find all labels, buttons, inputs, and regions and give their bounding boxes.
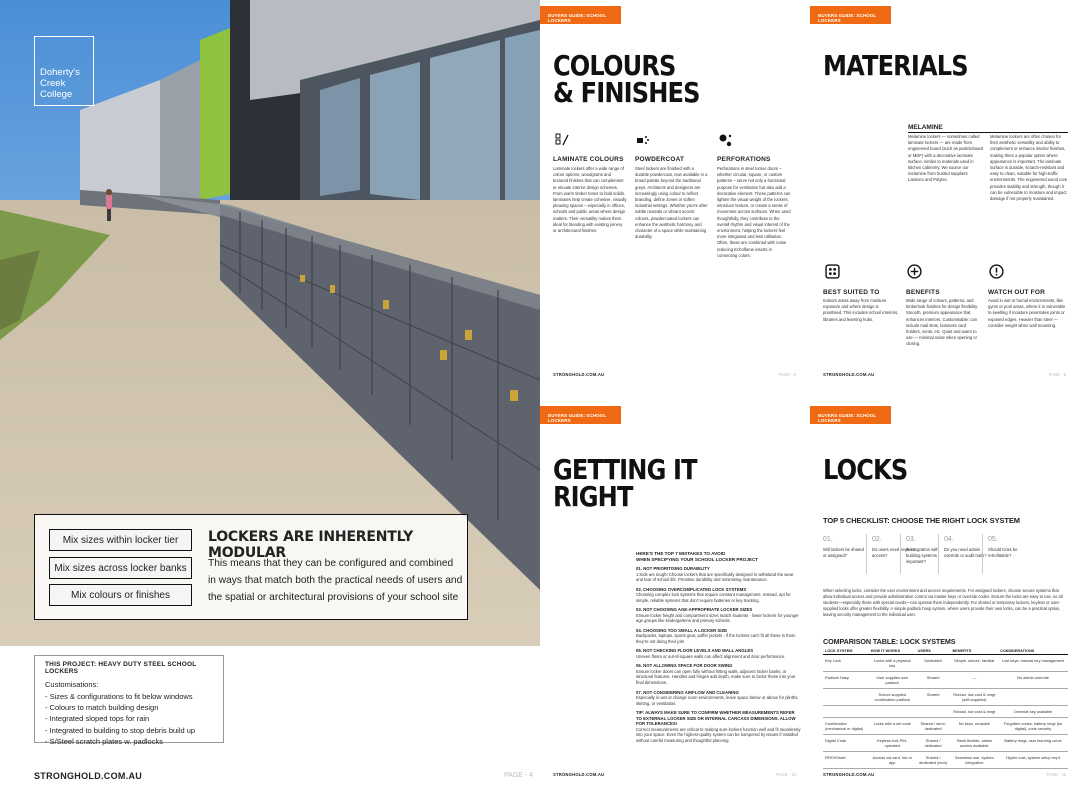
logo-line: Creek (40, 78, 66, 89)
page-number: PAGE - 8 (778, 372, 796, 377)
table-cell: Digital Code (823, 735, 869, 752)
table-cell: Higher cost, system setup req'd (998, 752, 1068, 769)
footer-website[interactable]: STRONGHOLD.COM.AU (823, 772, 875, 777)
table-row (823, 655, 1068, 672)
project-item: - Colours to match building design (45, 703, 159, 713)
table-cell (998, 689, 1068, 706)
mistake-text: Uneven floors or out-of-square walls can affect alignment and door performance. (636, 653, 786, 659)
page-number: PAGE - 10 (776, 772, 796, 777)
table-cell: Shared (916, 689, 951, 706)
section-tab: BUYERS GUIDE: SCHOOL LOCKERS (540, 406, 621, 424)
page-locks (810, 400, 1080, 800)
table-cell (823, 706, 869, 718)
project-item: - Sizes & configurations to fit below windows (45, 692, 193, 701)
page-title (553, 49, 700, 109)
checklist-question: Do users need keyless access? (872, 547, 915, 558)
table-cell: Shared (916, 672, 951, 689)
modular-text: This means that they can be configured and combined in ways that match both the practical needs of users and the spatial or architectural provisions of your school site (208, 558, 463, 603)
perforations-heading: PERFORATIONS (717, 156, 771, 163)
checklist-question: Do you need admin override or audit trails? (944, 547, 987, 558)
table-header-cell: USERS (916, 648, 951, 655)
intro-line: HERE'S THE TOP 7 MISTAKES TO AVOID (636, 551, 726, 556)
table-cell: User supplies own padlock (869, 672, 916, 689)
grid-icon (825, 264, 840, 279)
mistake-text: Backpacks, laptops, sports gear, puffer jackets - if the lockers can't fit all these in them they're not doing their job! (636, 633, 796, 645)
mix-sizes-tier-button: Mix sizes within locker tier (49, 529, 192, 551)
checklist-number: 01. (823, 536, 833, 543)
project-item: - Integrated to building to stop debris build up (45, 725, 196, 735)
table-cell: No admin override (998, 672, 1068, 689)
checklist-number: 02. (872, 536, 882, 543)
page-title: MATERIALS (823, 49, 968, 82)
mix-sizes-banks-button: Mix sizes across locker banks (49, 557, 192, 579)
mistake-heading: 01. NOT PRIORITISING DURABILITY (636, 566, 710, 571)
melamine-text-b: Melamine lockers are often chosen for their aesthetic versatility and ability to complement or enhance interior finishes, making them a popular option where appearance is important. The laminate surface is durable, scratch-resistant and easy to clean, suitable for high-traffic environments. The engineered wood core provides stability and strength, though it can be vulnerable to moisture and impact damage if not properly maintained. (990, 134, 1068, 202)
table-cell: Locks with a physical key (869, 655, 916, 672)
perforation-icon (718, 133, 732, 147)
table-cell: Keyless lock PIN-operated (869, 735, 916, 752)
table-row (823, 672, 1068, 689)
table-header-cell: BENEFITS (951, 648, 999, 655)
mistake-heading: 05. NOT CHECKING FLOOR LEVELS AND WALL ANGLES (636, 648, 754, 654)
mistakes-list (636, 566, 801, 744)
table-cell: Access via card, fob or app (869, 752, 916, 769)
page-title: GETTING IT RIGHT (553, 453, 697, 513)
table-row (823, 735, 1068, 752)
table-cell: Shared / dedicated (916, 735, 951, 752)
title-line: & FINISHES (553, 76, 700, 109)
table-cell: Shared / semi-dedicated (916, 718, 951, 735)
mistake-heading: 07. NOT CONSIDERING AIRFLOW AND CLEANING (636, 689, 739, 695)
page-number: PAGE - 4 (504, 772, 534, 779)
project-subtitle: Customisations: (45, 680, 99, 689)
title-line: COLOURS (553, 49, 676, 82)
mistake-heading: 03. NOT CHOOSING AGE-APPROPRIATE LOCKER SIZES (636, 607, 753, 613)
table-header-cell: HOW IT WORKS (869, 648, 916, 655)
project-title: THIS PROJECT: HEAVY DUTY STEEL SCHOOL LOCKERS (45, 661, 197, 675)
mistake-text: Especially in wet or change room environments, leave space below or above for plinths, skirting, or ventilation. (636, 695, 799, 706)
table-cell: Seamless use, system integration (951, 752, 999, 769)
table-cell: Key Lock (823, 655, 869, 672)
modular-callout (34, 514, 468, 620)
table-cell: School supplied combination padlock (869, 689, 916, 706)
table-cell: Override key available (998, 706, 1068, 718)
table-header-cell: LOCK SYSTEM (823, 648, 869, 655)
table-cell: Battery mngt, user learning curve (998, 735, 1068, 752)
mistake-text: Choosing complex lock systems that require constant management. Instead, opt for simple, reliable systems that don't require batteries or key tracking. (636, 592, 791, 603)
best-suited-heading: BEST SUITED TO (823, 289, 880, 296)
table-cell: Dedicated (916, 655, 951, 672)
page-number: PAGE - 11 (1046, 772, 1066, 777)
laminate-text: Laminate lockers offer a wide range of colour options, woodgrains and textured finishes that can complement or elevate interior design schemes. From warm timber tones to bold solids, laminates help create cohesive, visually pleasing spaces – especially in offices, schools and public areas where design matters. Their versatility makes them ideal for blending with existing joinery or architectural finishes. (553, 166, 627, 234)
checklist-divider (982, 534, 983, 574)
intro-line: WHEN SPECIFYING YOUR SCHOOL LOCKER PROJECT (636, 557, 759, 562)
mistake-heading: 04. CHOOSING TOO SMALL A LOCKER SIZE (636, 627, 727, 633)
benefits-heading: BENEFITS (906, 289, 940, 296)
mistake-text: 1.Kids are tough! Choose lockers that are specifically designed to withstand the wear and tear of school life. Prioritise durability and minimising maintenance. (636, 571, 794, 583)
spray-icon (636, 133, 650, 147)
page-materials (810, 0, 1080, 400)
mistakes-intro (636, 551, 806, 563)
checklist-divider (866, 534, 867, 574)
checklist-number: 05. (988, 536, 998, 543)
modular-title: LOCKERS ARE INHERENTLY MODULAR (208, 529, 414, 561)
footer-website[interactable]: STRONGHOLD.COM.AU (553, 772, 605, 777)
page-colours (540, 0, 810, 400)
checklist-question: Will lockers be shared or assigned? (823, 547, 864, 558)
footer-website[interactable]: STRONGHOLD.COM.AU (34, 771, 143, 781)
footer-website[interactable]: STRONGHOLD.COM.AU (823, 372, 875, 377)
table-cell: Shared / dedicated (tech) (916, 752, 951, 769)
table-cell: Lost keys; manual key management (998, 655, 1068, 672)
footer-website[interactable]: STRONGHOLD.COM.AU (553, 372, 605, 377)
mistake-heading: 06. NOT ALLOWING SPACE FOR DOOR SWING (636, 663, 733, 669)
project-item: - S/Steel scratch plates w. padlocks (45, 736, 163, 746)
project-item: - Integrated sloped tops for rain (45, 714, 150, 724)
table-cell: — (951, 672, 999, 689)
table-cell: Robust, low cost & mngt (951, 706, 999, 718)
table-cell (916, 706, 951, 718)
powdercoat-text: Steel lockers are finished with a durable powdercoat, now available in a broad palette beyond the traditional greys. Architects and designers are increasingly using colour to reflect branding, define zones or soften industrial settings. Whether you're after subtle neutrals or vibrant accent colours, powdercoated lockers can enhance the aesthetic harmony and character of a space while maintaining durability. (635, 166, 708, 240)
table-row (823, 706, 1068, 718)
benefits-text: Wide range of colours, patterns, and timberlook finishes for design flexibility. Smooth, premium appearance that enhances interiors. Customisable: can include mail slots, business card holders, vents, etc. Quiet and warm to use — minimal noise when opening or closing. (906, 298, 979, 347)
mix-colours-button: Mix colours or finishes (49, 584, 192, 606)
table-cell: Locks with a set code (869, 718, 916, 735)
table-cell: Sleek flexible, admin access available (951, 735, 999, 752)
melamine-heading: MELAMINE (908, 124, 1068, 133)
mistake-heading: TIP: ALWAYS MAKE SURE TO CONFIRM WHETHER MEASUREMENTS REFER TO EXTERNAL LOCKER SIZE OR INTERNAL CARCASS DIMENSIONS. ALLOW FOR TOLERANCES! (636, 710, 796, 727)
table-header-cell: CONSIDERATIONS (998, 648, 1068, 655)
project-info (34, 655, 224, 746)
checklist-question: Should locks be retrofittable? (988, 547, 1018, 558)
perforations-text: Perforations in steel locker doors – whether circular, square, or custom patterns – serve not only a functional purpose for ventilation but also add a decorative element. These patterns can lighten the visual weight of the lockers, introduce texture, or create a sense of movement across surfaces. When used thoughtfully, they contribute to the overall rhythm and visual interest of the environment, helping the lockers feel more integrated and less utilitarian. Often, these are combined with noise reducing Echoflame inserts in connecting colors. (717, 166, 791, 258)
table-cell: Simple, secure, familiar (951, 655, 999, 672)
section-tab: BUYERS GUIDE: SCHOOL LOCKERS (810, 406, 891, 424)
section-tab: BUYERS GUIDE: SCHOOL LOCKERS (810, 6, 891, 24)
watch-out-heading: WATCH OUT FOR (988, 289, 1045, 296)
mistake-text: Correct measurements are critical to making sure lockers function well and fit seamlessly into your space. Even the highest-quality system can be hampered by issues if installed without careful measuring and thoughtful planning. (636, 726, 801, 744)
table-cell: Padlock Hasp (823, 672, 869, 689)
checklist-divider (938, 534, 939, 574)
table-cell (869, 706, 916, 718)
table-cell: Robust, low cost & mngt (self-supplied) (951, 689, 999, 706)
table-title: COMPARISON TABLE: LOCK SYSTEMS (823, 637, 956, 646)
checklist-divider (900, 534, 901, 574)
college-logo (34, 36, 94, 106)
page-getting-it-right (540, 400, 810, 800)
mistake-text: Ensure locker doors can open fully without hitting walls, adjacent locker banks, or structural features. Handles and hinges add depth, make sure to factor these into your final dimensions. (636, 668, 796, 686)
table-row (823, 718, 1068, 735)
alert-circle-icon (989, 264, 1004, 279)
powdercoat-heading: POWDERCOAT (635, 156, 685, 163)
table-cell (823, 689, 869, 706)
laminate-heading: LAMINATE COLOURS (553, 156, 624, 163)
logo-line: College (40, 89, 73, 100)
locks-paragraph: When selecting locks, consider the user environment and access requirements. For assigned lockers, choose secure systems that allow individual access and provide administrative control via master keys or override codes. Ensure the locks are easy to use, so all students—especially those with special needs—can operate them independently. For shared or temporary lockers, keyless or user-supplied locks offer greater flexibility. A simple padlock hasp system, where users provide their own locks, can be a practical option, leaving security management to the individual user. (823, 588, 1063, 617)
checklist-title: TOP 5 CHECKLIST: CHOOSE THE RIGHT LOCK SYSTEM (823, 516, 1020, 525)
table-cell: Forgotten codes, battery mngt (for digital), code security (998, 718, 1068, 735)
table-cell: Combination (mechanical or digital) (823, 718, 869, 735)
palette-icon (555, 133, 569, 147)
table-cell: No keys, reusable (951, 718, 999, 735)
best-suited-text: Indoors areas away from moisture exposure and where design is prioritised. This includes school interiors, libraries and learning hubs. (823, 298, 899, 322)
table-row (823, 689, 1068, 706)
table-cell: RFID/Smart (823, 752, 869, 769)
checklist-question: Is integration with building systems important? (906, 547, 939, 564)
watch-out-text: Avoid in wet or humid environments, like gyms or pool areas, where it is vulnerable to swelling if moisture penetrates joints or exposed edges. Heavier than steel — consider weight when wall mounting. (988, 298, 1066, 328)
section-tab: BUYERS GUIDE: SCHOOL LOCKERS (540, 6, 621, 24)
plus-circle-icon (907, 264, 922, 279)
checklist-number: 03. (906, 536, 916, 543)
mistake-text: Ensure locker height and compartment sizes match students - lower lockers for younger age groups like kindergartens and primary schools. (636, 612, 799, 624)
melamine-text-a: Melamine lockers — sometimes called laminate lockers — are made from engineered board (such as particleboard or MDF) with a decorative laminate surface, similar to materials used in kitchen cabinetry. We source our melamine from trusted suppliers Laminex and Polytec. (908, 134, 984, 183)
page-number: PAGE - 9 (1048, 372, 1066, 377)
logo-line: Doherty's (40, 67, 80, 78)
page-title: LOCKS (823, 453, 908, 486)
lock-comparison-table (823, 648, 1068, 769)
table-row (823, 752, 1068, 769)
checklist-number: 04. (944, 536, 954, 543)
mistake-heading: 02. CHOOSING OVERCOMPLICATED LOCK SYSTEMS (636, 586, 747, 592)
